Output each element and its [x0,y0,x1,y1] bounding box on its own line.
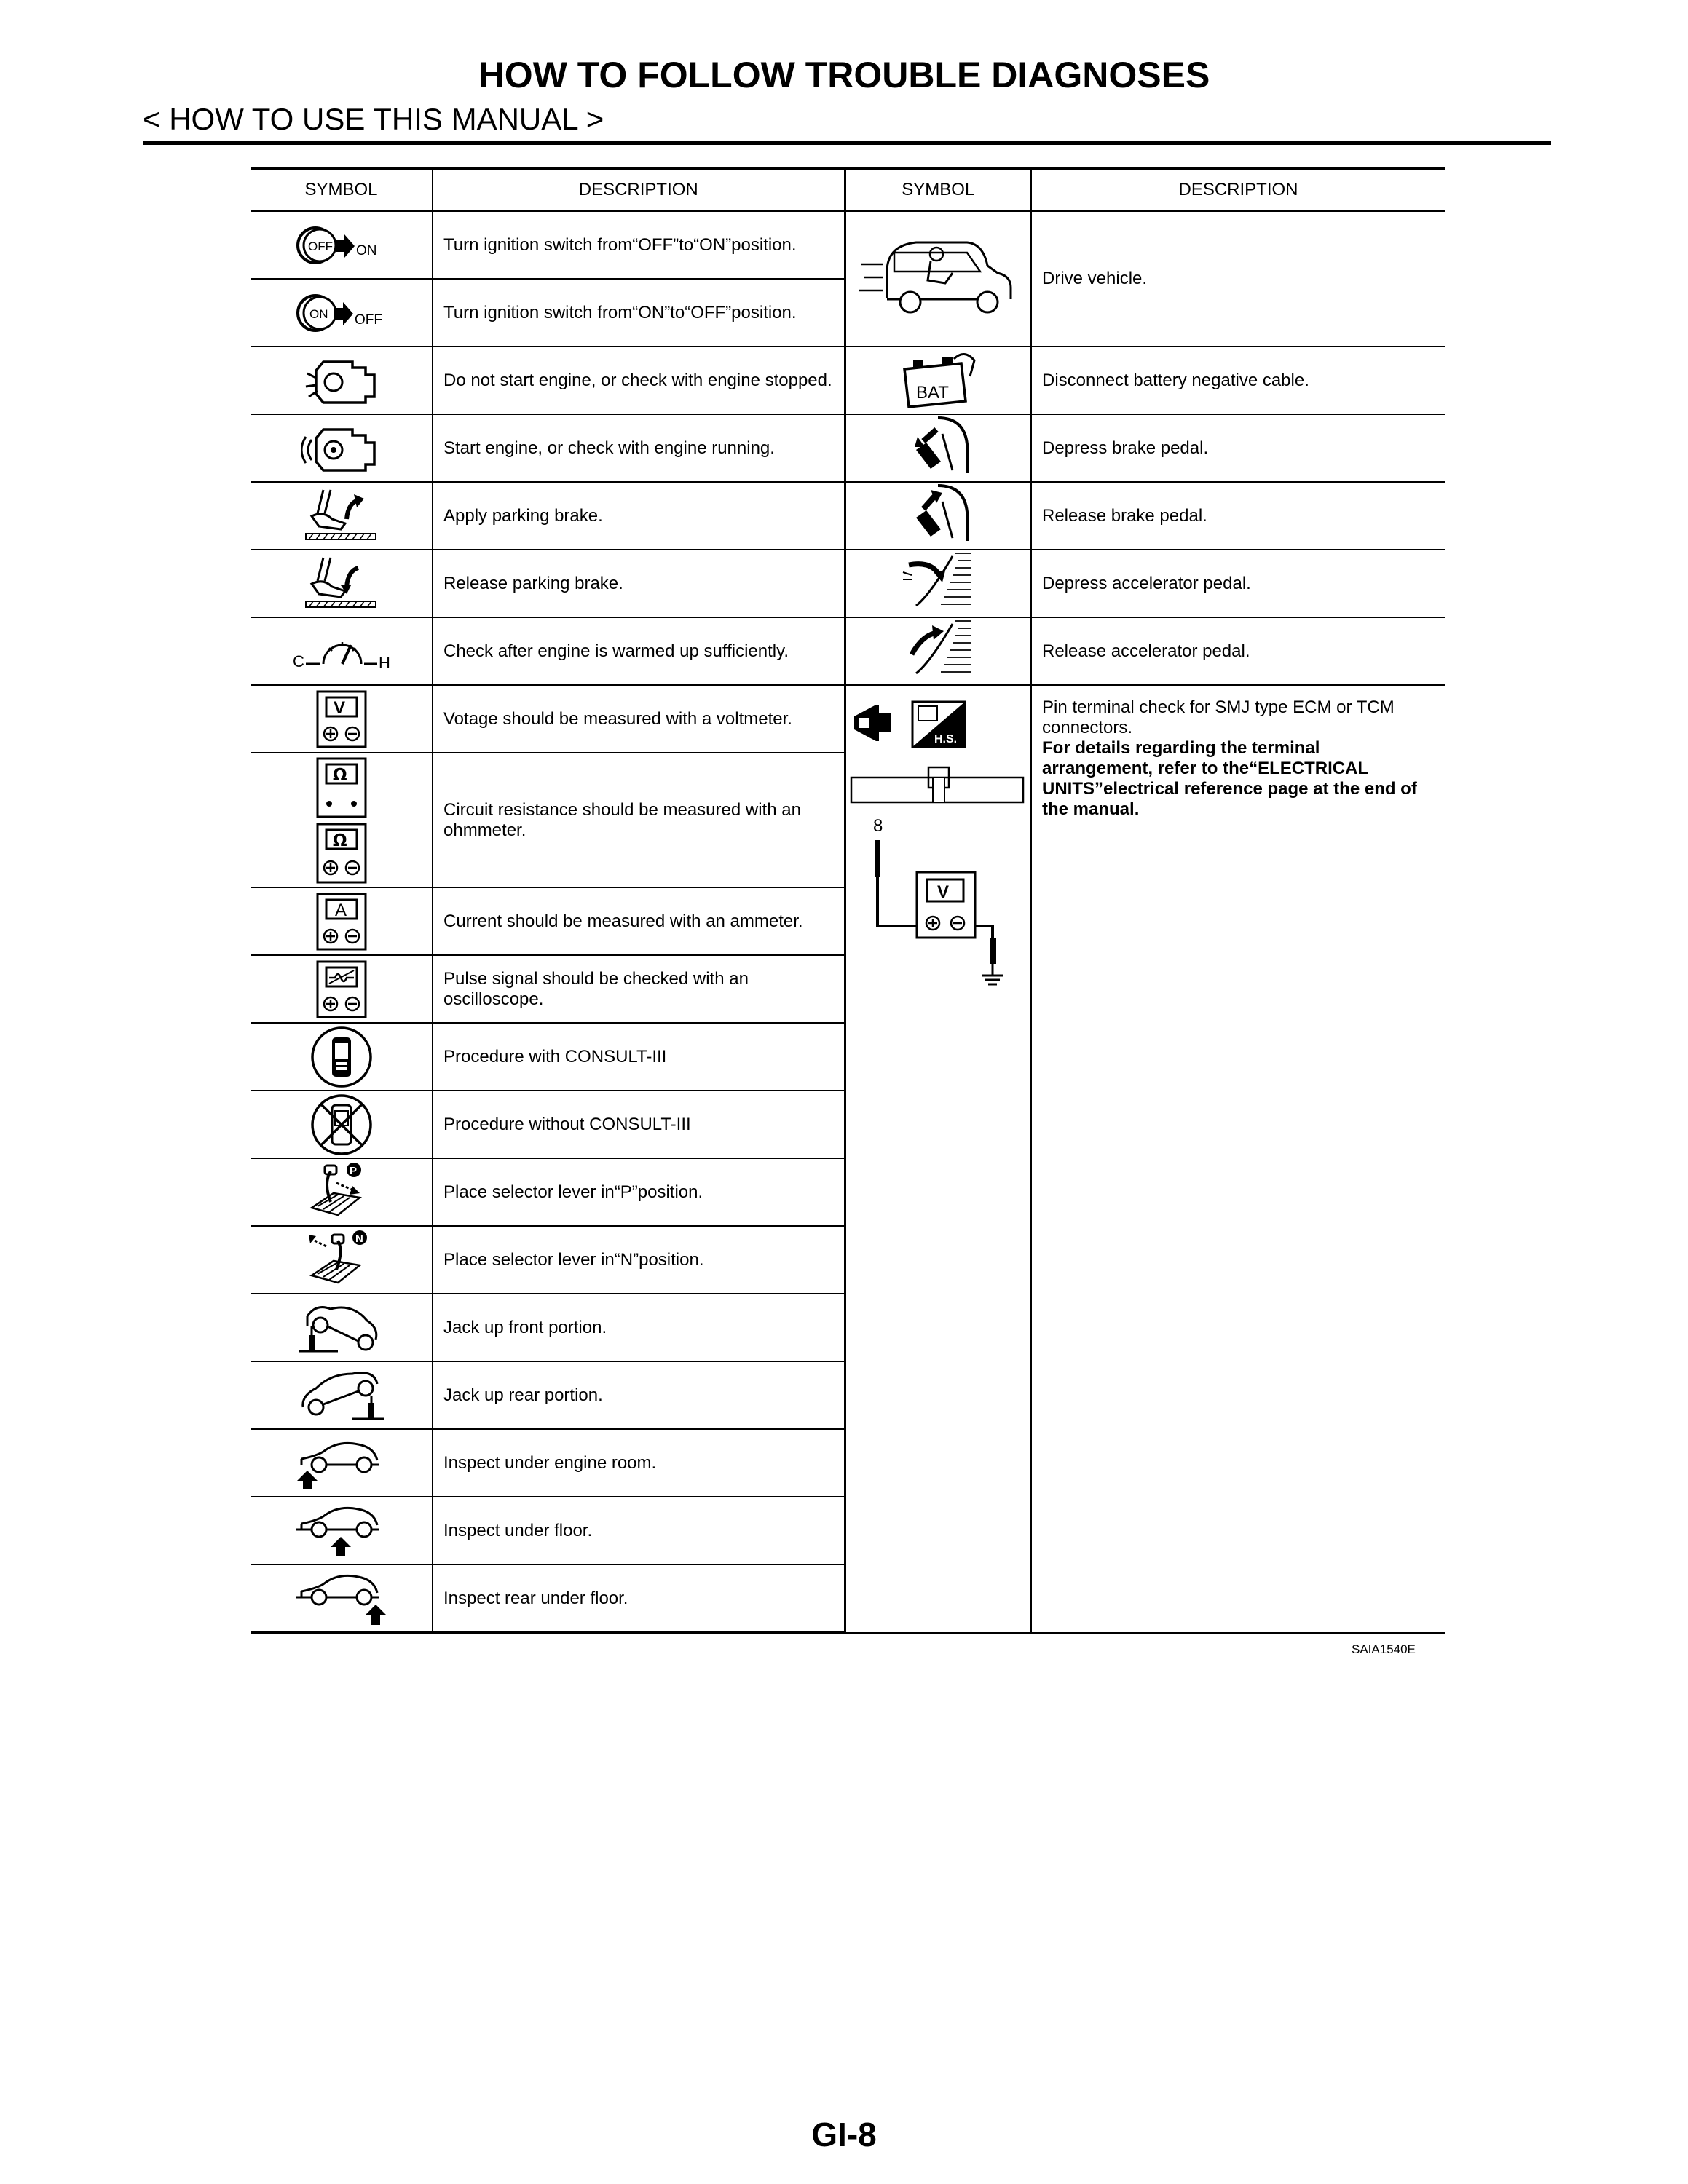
description-cell: Pulse signal should be checked with an oscilloscope. [433,955,845,1023]
description-cell: Do not start engine, or check with engine stopped. [433,347,845,414]
header-symbol-left: SYMBOL [251,169,433,212]
section-heading: < HOW TO USE THIS MANUAL > [143,102,604,136]
inspect-rear-under-floor-icon [294,1570,389,1628]
table-row [251,550,1445,617]
description-cell: Procedure with CONSULT-III [433,1023,845,1091]
header-description-left: DESCRIPTION [433,169,845,212]
header-symbol-right: SYMBOL [845,169,1031,212]
oscilloscope-icon [316,960,367,1018]
selector-lever-p-icon [301,1161,382,1224]
voltmeter-icon [316,690,367,748]
description-cell: Jack up front portion. [433,1294,845,1361]
svg-text:ON: ON [355,242,376,258]
svg-text:H.S.: H.S. [934,733,958,745]
description-cell: Release parking brake. [433,550,845,617]
depress-brake-pedal-icon [902,415,974,476]
description-cell: Release accelerator pedal. [1031,617,1445,685]
jack-up-rear-icon [294,1366,389,1425]
apply-parking-brake-icon [301,487,382,545]
svg-text:P: P [349,1164,357,1177]
drive-vehicle-icon [858,229,1018,324]
svg-text:A: A [334,900,347,920]
table-header-row [251,169,1445,212]
table-row [251,414,1445,482]
ignition-on-to-off-icon [291,288,393,339]
symbol-cell [845,685,1031,1633]
symbol-cell [251,1023,433,1091]
battery-icon [894,347,982,408]
page-title: HOW TO FOLLOW TROUBLE DIAGNOSES [478,55,1210,95]
symbol-cell [251,887,433,955]
description-cell: Turn ignition switch from“OFF”to“ON”position. [433,211,845,279]
description-cell: Place selector lever in“N”position. [433,1226,845,1294]
inspect-under-engine-room-icon [294,1434,389,1492]
symbol-cell [251,1429,433,1497]
symbol-cell [251,617,433,685]
description-cell [1031,685,1445,1633]
svg-text:ON: ON [309,306,328,321]
symbol-cell [845,617,1031,685]
symbol-cell [251,211,433,279]
description-cell: Disconnect battery negative cable. [1031,347,1445,414]
figure-code: SAIA1540E [1352,1642,1416,1656]
description-cell: Inspect rear under floor. [433,1564,845,1633]
description-cell: Votage should be measured with a voltmeter. [433,685,845,753]
pin-check-description: Pin terminal check for SMJ type ECM or TCM connectors. [1042,697,1395,737]
description-cell: Drive vehicle. [1031,211,1445,347]
symbol-cell [251,414,433,482]
symbol-cell [251,1091,433,1158]
description-cell: Start engine, or check with engine running. [433,414,845,482]
release-parking-brake-icon [301,555,382,613]
no-consult-iii-icon [309,1093,374,1156]
jack-up-front-icon [294,1299,389,1357]
svg-text:BAT: BAT [916,383,950,403]
depress-accelerator-pedal-icon [902,550,974,612]
description-cell: Place selector lever in“P”position. [433,1158,845,1226]
header-description-right: DESCRIPTION [1031,169,1445,212]
svg-text:OFF: OFF [307,239,333,253]
symbol-cell [251,1564,433,1633]
ignition-off-to-on-icon [291,220,393,271]
symbol-cell [251,685,433,753]
description-cell: Inspect under floor. [433,1497,845,1564]
description-cell: Depress brake pedal. [1031,414,1445,482]
description-cell: Check after engine is warmed up sufficiently. [433,617,845,685]
svg-text:Ω: Ω [332,831,347,850]
consult-iii-icon [309,1026,374,1088]
selector-lever-n-icon [301,1229,382,1291]
description-cell: Current should be measured with an ammeter. [433,887,845,955]
pin-terminal-check-icon [847,697,1029,989]
svg-text:N: N [355,1232,363,1245]
description-cell: Turn ignition switch from“ON”to“OFF”position. [433,279,845,347]
svg-text:H: H [378,653,390,672]
ohmmeter-icon [316,757,367,884]
table-row [251,347,1445,414]
symbol-cell [251,1361,433,1429]
release-accelerator-pedal-icon [902,618,974,679]
symbol-cell [251,550,433,617]
svg-text:V: V [937,882,950,902]
table-row [251,482,1445,550]
description-cell: Apply parking brake. [433,482,845,550]
symbol-cell [251,1226,433,1294]
pin-check-note: For details regarding the terminal arrangement, refer to the“ELECTRICAL UNITS”electrical reference page at the end of the manual. [1042,738,1417,819]
description-cell: Release brake pedal. [1031,482,1445,550]
svg-text:V: V [333,697,345,718]
description-cell: Jack up rear portion. [433,1361,845,1429]
ammeter-icon [316,893,367,951]
inspect-under-floor-icon [294,1502,389,1560]
symbol-cell [251,1158,433,1226]
svg-text:OFF: OFF [354,312,382,328]
description-cell: Circuit resistance should be measured with an ohmmeter. [433,753,845,887]
svg-text:8: 8 [873,816,883,836]
temperature-gauge-icon [287,626,396,677]
symbol-cell [251,1294,433,1361]
engine-running-icon [301,421,382,476]
table-row [251,685,1445,753]
description-cell: Inspect under engine room. [433,1429,845,1497]
description-cell: Procedure without CONSULT-III [433,1091,845,1158]
symbol-cell [251,279,433,347]
symbol-cell [251,753,433,887]
table-row [251,211,1445,279]
symbol-table [251,167,1445,1634]
header-rule [143,141,1551,145]
description-cell: Depress accelerator pedal. [1031,550,1445,617]
engine-stopped-icon [301,353,382,408]
symbol-cell [845,211,1031,347]
symbol-cell [845,414,1031,482]
symbol-cell [845,550,1031,617]
table-row [251,617,1445,685]
symbol-cell [845,347,1031,414]
symbol-cell [251,482,433,550]
svg-text:C: C [292,652,304,670]
symbol-cell [251,955,433,1023]
page-number: GI-8 [811,2116,877,2153]
symbol-cell [251,347,433,414]
symbol-cell [845,482,1031,550]
symbol-cell [251,1497,433,1564]
svg-text:Ω: Ω [332,765,347,785]
release-brake-pedal-icon [902,483,974,544]
